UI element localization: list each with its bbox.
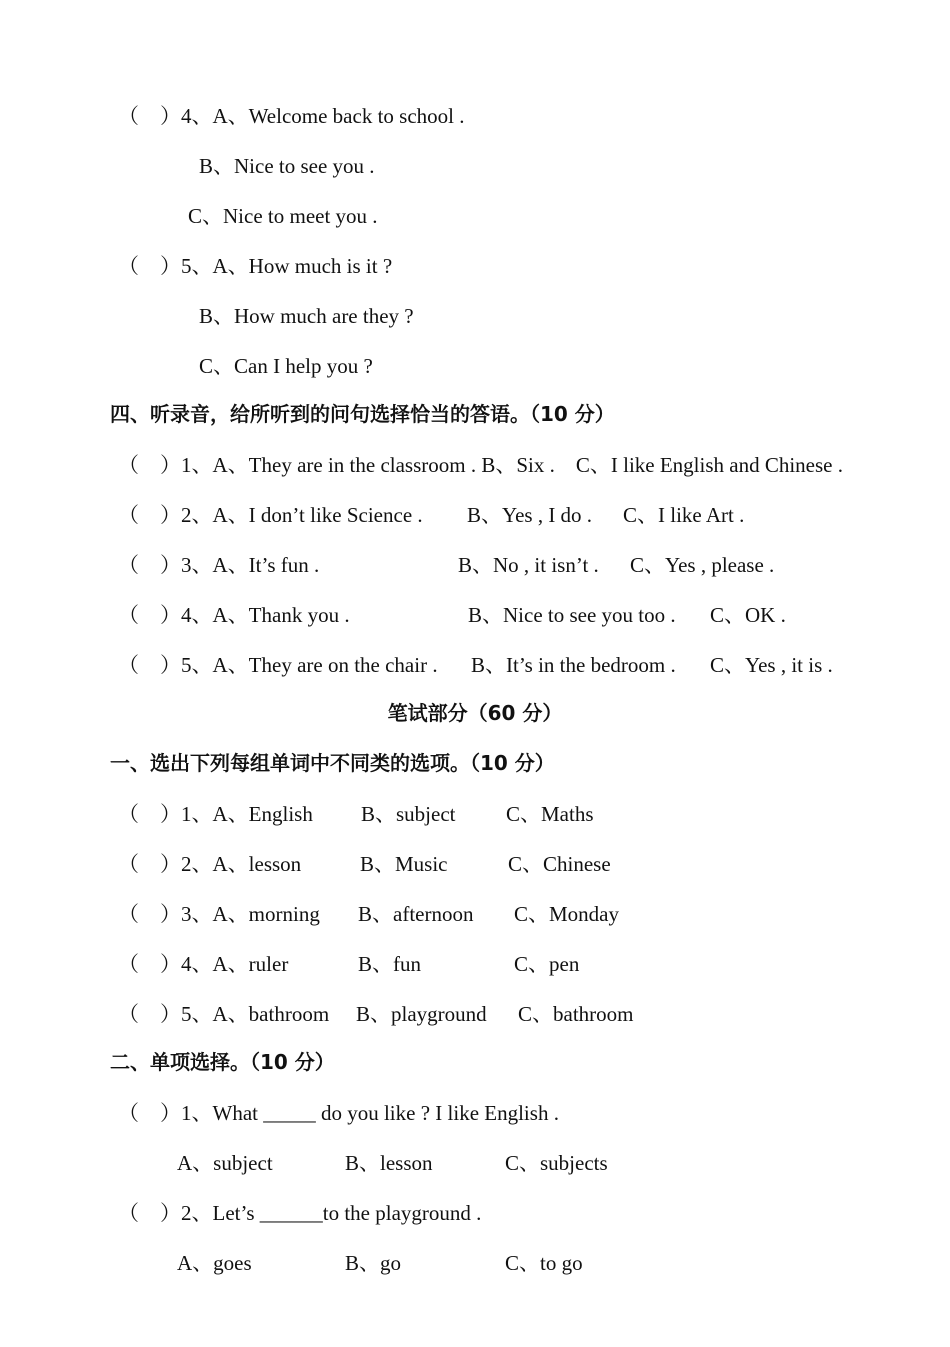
section-title: 一、选出下列每组单词中不同类的选项。（10 分） [110,751,555,775]
option-a: （ ）2、A、I don’t like Science . [118,503,423,527]
options-row [177,1151,777,1175]
option-c: C、subjects [505,1151,608,1175]
option-a: （ ）4、A、ruler [118,952,289,976]
section-title: 二、单项选择。（10 分） [110,1050,335,1074]
options-row [177,1251,777,1275]
question-5 [118,653,918,677]
question-2 [118,852,818,876]
option-b: B、Music [360,852,448,876]
question-2 [118,503,918,527]
option-a: （ ）5、A、They are on the chair . [118,653,438,677]
option-b: B、playground [356,1002,487,1026]
option-c: C、Monday [514,902,619,926]
question-4: （ ）4、A、Welcome back to school . [118,104,465,128]
option-c: C、OK . [710,603,786,627]
option-a: A、subject [177,1151,273,1175]
written-part-title: 笔试部分（60 分） [387,701,563,725]
option-c: C、to go [505,1251,583,1275]
option-a: （ ）5、A、bathroom [118,1002,330,1026]
option-b: B、subject [361,802,456,826]
option-b: B、No , it isn’t . [458,553,599,577]
option-b: B、How much are they ? [199,304,414,328]
section-title: 四、听录音，给所听到的问句选择恰当的答语。（10 分） [110,402,615,426]
question-1: （ ）1、What _____ do you like ? I like English . [118,1101,559,1125]
option-c: C、Chinese [508,852,611,876]
question-1: （ ）1、A、They are in the classroom . B、Six . C、I like English and Chinese . [118,453,843,477]
question-3 [118,902,818,926]
option-a: （ ）3、A、It’s fun . [118,553,320,577]
option-c: C、Yes , please . [630,553,775,577]
option-b: B、lesson [345,1151,433,1175]
option-c: C、Nice to meet you . [188,204,378,228]
question-2: （ ）2、Let’s ______to the playground . [118,1201,482,1225]
question-3 [118,553,918,577]
question-5 [118,1002,818,1026]
option-b: B、Nice to see you too . [468,603,676,627]
option-c: C、bathroom [518,1002,634,1026]
option-b: B、fun [358,952,421,976]
question-5: （ ）5、A、How much is it ? [118,254,393,278]
option-c: C、Yes , it is . [710,653,833,677]
option-c: C、I like Art . [623,503,745,527]
option-b: B、It’s in the bedroom . [471,653,676,677]
question-1 [118,802,818,826]
option-a: （ ）2、A、lesson [118,852,302,876]
question-4 [118,952,818,976]
option-a: （ ）1、A、English [118,802,313,826]
option-c: C、Can I help you ? [199,354,373,378]
option-b: B、Nice to see you . [199,154,375,178]
option-b: B、Yes , I do . [467,503,593,527]
option-a: （ ）3、A、morning [118,902,320,926]
option-a: （ ）4、A、Thank you . [118,603,350,627]
option-c: C、pen [514,952,580,976]
option-a: A、goes [177,1251,252,1275]
option-c: C、Maths [506,802,594,826]
question-4 [118,603,918,627]
option-b: B、go [345,1251,402,1275]
option-b: B、afternoon [358,902,474,926]
